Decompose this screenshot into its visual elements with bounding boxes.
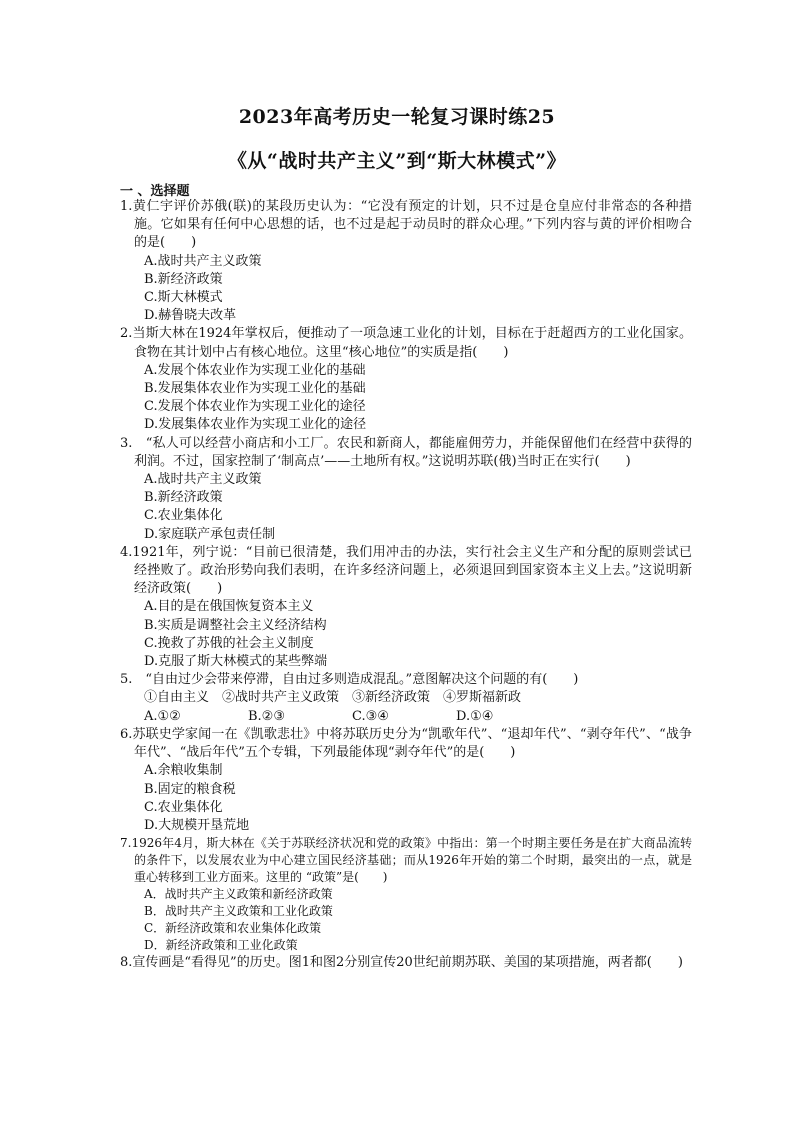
option-d: D．新经济政策和工业化政策: [144, 938, 298, 953]
option-b: B.固定的粮食税: [144, 781, 236, 797]
option-a: A.战时共产主义政策: [144, 472, 262, 488]
option-d: D.发展集体农业作为实现工业化的途径: [144, 417, 367, 433]
option-a: A.战时共产主义政策: [144, 253, 262, 269]
document-title: 2023年高考历史一轮复习课时练25: [238, 106, 556, 128]
question-stem: 2.当斯大林在1924年掌权后，便推动了一项急速工业化的计划，目标在于赶超西方的工业化国家。食物在其计划中占有核心地位。这里“核心地位”的实质是指( ): [120, 326, 692, 360]
option-a: A.余粮收集制: [144, 763, 223, 779]
question-stem: 4.1921年，列宁说：“目前已很清楚，我们用冲击的办法，实行社会主义生产和分配的原则尝试已经挫败了。政治形势向我们表明，在许多经济问题上，必须退回到国家资本主义上去。”这说明新经济政策( ): [120, 544, 692, 597]
question-stem: 3. “私人可以经营小商店和小工厂。农民和新商人，都能雇佣劳力，并能保留他们在经营中获得的利润。不过，国家控制了‘制高点’——土地所有权。”这说明苏联(俄)当时正在实行( ): [120, 435, 692, 469]
option-row: [120, 708, 692, 726]
option-c: C.斯大林模式: [144, 290, 223, 306]
document-subtitle: 《从“战时共产主义”到“斯大林模式”》: [227, 150, 567, 172]
question-stem: 5. “自由过少会带来停滞，自由过多则造成混乱。”意图解决这个问题的有( ): [120, 672, 579, 688]
question-4: [120, 544, 692, 671]
option-d: D.家庭联产承包责任制: [144, 526, 276, 542]
option-b: B.②③: [248, 708, 285, 724]
option-c: C．新经济政策和农业集体化政策: [144, 921, 322, 936]
question-1: [120, 198, 692, 325]
option-c: C.农业集体化: [144, 799, 223, 815]
question-7: [120, 835, 692, 954]
option-d: D.①④: [456, 708, 494, 724]
option-d: D.克服了斯大林模式的某些弊端: [144, 654, 328, 670]
option-c: C.发展个体农业作为实现工业化的途径: [144, 399, 366, 415]
question-list: [120, 198, 692, 972]
option-b: B.新经济政策: [144, 271, 223, 287]
option-b: B.新经济政策: [144, 490, 223, 506]
question-5: [120, 671, 692, 726]
option-d: D.赫鲁晓夫改革: [144, 308, 237, 324]
question-stem: 6.苏联史学家闻一在《凯歌悲壮》中将苏联历史分为“凯歌年代”、“退却年代”、“剥夺年代”、“战争年代”、“战后年代”五个专辑，下列最能体现“剥夺年代”的是( ): [120, 726, 692, 761]
option-b: B．战时共产主义政策和工业化政策: [144, 904, 333, 919]
option-a: A.①②: [144, 708, 181, 724]
option-b: B.实质是调整社会主义经济结构: [144, 617, 327, 633]
option-c: C.③④: [352, 708, 389, 724]
option-a: A.目的是在俄国恢复资本主义: [144, 599, 314, 615]
question-stem: 1.黄仁宇评价苏俄(联)的某段历史认为：“它没有预定的计划，只不过是仓皇应付非常态的各种措施。它如果有任何中心思想的话，也不过是起于动员时的群众心理。”下列内容与黄的评价相吻合的是( ): [120, 199, 692, 251]
option-c: C.农业集体化: [144, 508, 223, 524]
question-stem: 8.宣传画是“看得见”的历史。图1和图2分别宣传20世纪前期苏联、美国的某项措施，两者都( ): [120, 955, 683, 971]
question-8: [120, 954, 692, 972]
option-b: B.发展集体农业作为实现工业化的基础: [144, 381, 366, 397]
option-d: D.大规模开垦荒地: [144, 817, 250, 833]
question-3: [120, 435, 692, 544]
option-a: A．战时共产主义政策和新经济政策: [144, 887, 333, 902]
option-c: C.挽救了苏俄的社会主义制度: [144, 635, 314, 651]
question-6: [120, 726, 692, 835]
numbered-choices: ①自由主义 ②战时共产主义政策 ③新经济政策 ④罗斯福新政: [144, 690, 522, 706]
section-heading: 一 、选择题: [120, 184, 190, 199]
question-2: [120, 325, 692, 434]
question-stem: 7.1926年4月，斯大林在《关于苏联经济状况和党的政策》中指出：第一个时期主要任务是在扩大商品流转的条件下，以发展农业为中心建立国民经济基础；而从1926年开始的第二个时期，最突出的一点，就是重心转移到工业方面来。这里的 “政策”是( ): [120, 836, 692, 885]
option-a: A.发展个体农业作为实现工业化的基础: [144, 362, 366, 378]
